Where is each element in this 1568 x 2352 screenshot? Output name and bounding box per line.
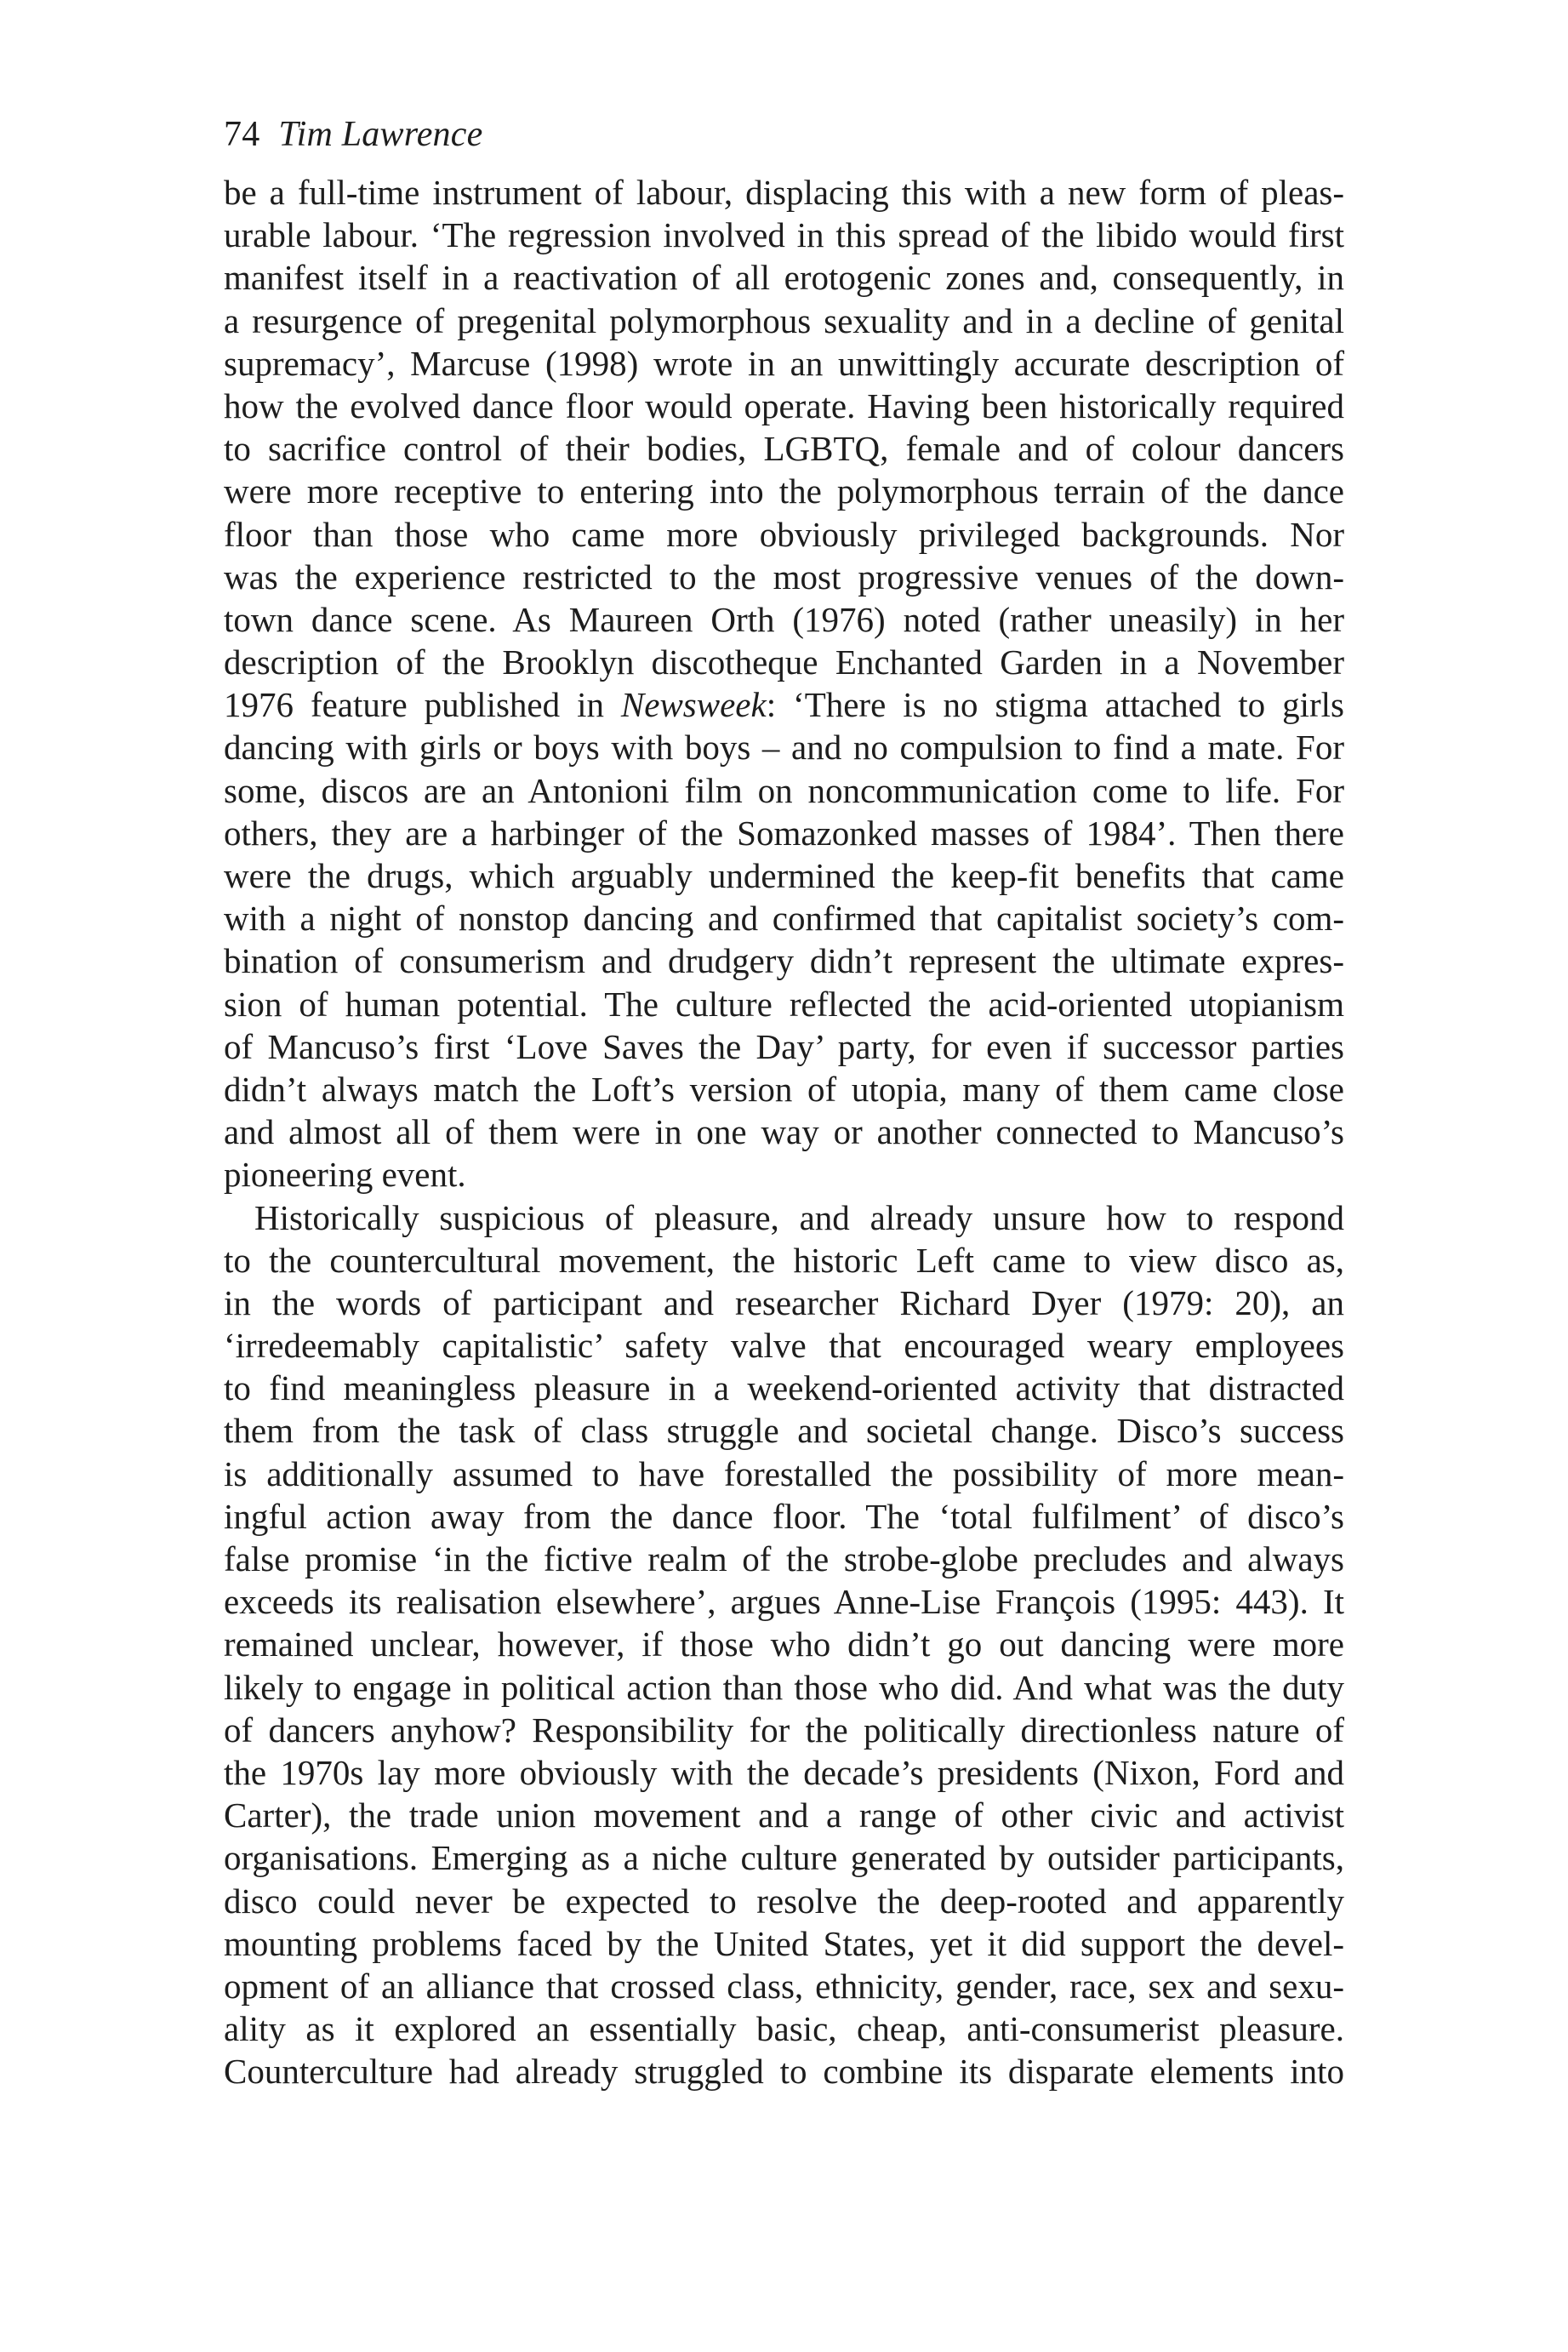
text-line (224, 1453, 1344, 1495)
text-line (224, 983, 1344, 1025)
text-run: exceeds its realisation elsewhere’, argues Anne-Lise François (1995: 443). It (224, 1582, 1344, 1622)
text-line (224, 2050, 1344, 2092)
text-line (224, 1751, 1344, 1794)
text-line (224, 556, 1344, 598)
text-line (224, 1196, 1344, 1239)
text-run: organisations. Emerging as a niche culture generated by outsider participants, (224, 1838, 1344, 1878)
text-run: supremacy’, Marcuse (1998) wrote in an unwittingly accurate description of (224, 343, 1344, 383)
text-line (224, 939, 1344, 982)
text-line (224, 300, 1344, 342)
text-run: Counterculture had already struggled to combine its disparate elements into (224, 2052, 1344, 2092)
text-run: them from the task of class struggle and societal change. Disco’s success (224, 1411, 1344, 1451)
running-head-author: Tim Lawrence (278, 115, 483, 154)
text-run: opment of an alliance that crossed class, ethnicity, gender, race, sex and sexu- (224, 1966, 1344, 2006)
text-run: a resurgence of pregenital polymorphous sexuality and in a decline of genital (224, 300, 1344, 340)
text-line (224, 897, 1344, 939)
text-line (224, 1666, 1344, 1709)
text-run: others, they are a harbinger of the Somazonked masses of 1984’. Then there (224, 813, 1344, 853)
text-line (224, 1623, 1344, 1665)
text-line (224, 1282, 1344, 1324)
text-run: how the evolved dance floor would operate. Having been historically required (224, 385, 1344, 425)
text-line (224, 1367, 1344, 1409)
text-run: were the drugs, which arguably undermined the keep-fit benefits that came (224, 856, 1344, 895)
italic-run: Newsweek (620, 685, 767, 725)
text-run: is additionally assumed to have forestalled the possibility of more mean- (224, 1453, 1344, 1493)
text-run: didn’t always match the Loft’s version of utopia, many of them came close (224, 1069, 1344, 1109)
text-line (224, 1580, 1344, 1623)
page-number: 74 (224, 115, 260, 154)
text-run: town dance scene. As Maureen Orth (1976) noted (rather uneasily) in her (224, 599, 1344, 639)
text-line (224, 683, 1344, 726)
text-line (224, 256, 1344, 299)
text-run: the 1970s lay more obviously with the decade’s presidents (Nixon, Ford and (224, 1752, 1344, 1792)
text-run: disco could never be expected to resolve the deep-rooted and apparently (224, 1881, 1344, 1921)
text-run: dancing with girls or boys with boys – and no compulsion to find a mate. For (224, 728, 1344, 768)
running-head (224, 109, 482, 160)
text-run: manifest itself in a reactivation of all erotogenic zones and, consequently, in (224, 258, 1344, 298)
text-line (224, 171, 1344, 214)
text-line (224, 1110, 1344, 1153)
text-line (224, 1495, 1344, 1538)
paragraph (224, 1196, 1344, 2093)
text-run: in the words of participant and researcher Richard Dyer (1979: 20), an (224, 1282, 1344, 1322)
text-line (224, 1025, 1344, 1068)
text-line (224, 427, 1344, 470)
paragraph (224, 171, 1344, 1196)
text-run: mounting problems faced by the United States, yet it did support the devel- (224, 1923, 1344, 1963)
text-line (224, 726, 1344, 768)
text-run: ‘irredeemably capitalistic’ safety valve that encouraged weary employees (224, 1326, 1344, 1366)
text-line (224, 2007, 1344, 2050)
text-line (224, 1153, 1344, 1196)
text-line (224, 769, 1344, 812)
text-line (224, 342, 1344, 385)
text-line (224, 1965, 1344, 2007)
text-line (224, 812, 1344, 854)
text-line (224, 385, 1344, 427)
text-run: floor than those who came more obviously privileged backgrounds. Nor (224, 514, 1344, 554)
text-run: bination of consumerism and drudgery didn’t represent the ultimate expres- (224, 941, 1344, 981)
text-run: likely to engage in political action than those who did. And what was the duty (224, 1667, 1344, 1707)
text-line (224, 1324, 1344, 1367)
text-line (224, 1880, 1344, 1922)
text-run: ality as it explored an essentially basic, cheap, anti-consumerist pleasure. (224, 2009, 1344, 2049)
text-run: to the countercultural movement, the historic Left came to view disco as, (224, 1240, 1344, 1280)
text-line (224, 1922, 1344, 1965)
text-line (224, 641, 1344, 683)
text-run: : ‘There is no stigma attached to girls (766, 685, 1344, 725)
text-line (224, 1794, 1344, 1836)
text-run: and almost all of them were in one way or another connected to Mancuso’s (224, 1112, 1344, 1152)
text-run: of dancers anyhow? Responsibility for the politically directionless nature of (224, 1710, 1344, 1750)
text-run: be a full-time instrument of labour, displacing this with a new form of pleas- (224, 173, 1344, 212)
text-run: with a night of nonstop dancing and confirmed that capitalist society’s com- (224, 899, 1344, 939)
text-line (224, 1836, 1344, 1879)
text-run: to find meaningless pleasure in a weekend-oriented activity that distracted (224, 1368, 1344, 1408)
text-line (224, 214, 1344, 256)
text-line (224, 598, 1344, 641)
text-run: pioneering event. (224, 1155, 466, 1195)
text-line (224, 1239, 1344, 1282)
text-line (224, 854, 1344, 897)
text-line (224, 1538, 1344, 1580)
text-run: was the experience restricted to the most progressive venues of the down- (224, 557, 1344, 597)
text-run: of Mancuso’s first ‘Love Saves the Day’ party, for even if successor parties (224, 1026, 1344, 1066)
text-run: Historically suspicious of pleasure, and already unsure how to respond (254, 1197, 1344, 1237)
text-run: to sacrifice control of their bodies, LGBTQ, female and of colour dancers (224, 429, 1344, 469)
text-run: false promise ‘in the fictive realm of the strobe-globe precludes and always (224, 1539, 1344, 1578)
text-run: urable labour. ‘The regression involved in this spread of the libido would first (224, 215, 1344, 255)
text-run: were more receptive to entering into the polymorphous terrain of the dance (224, 471, 1344, 511)
text-line (224, 470, 1344, 512)
text-line (224, 1409, 1344, 1452)
text-line (224, 1709, 1344, 1751)
text-run: description of the Brooklyn discotheque Enchanted Garden in a November (224, 642, 1344, 682)
text-run: ingful action away from the dance floor. The ‘total fulfilment’ of disco’s (224, 1496, 1344, 1536)
body-text (224, 171, 1344, 2092)
text-line (224, 1068, 1344, 1110)
text-line (224, 513, 1344, 556)
text-run: sion of human potential. The culture reflected the acid-oriented utopianism (224, 984, 1344, 1024)
text-run: Carter), the trade union movement and a range of other civic and activist (224, 1795, 1344, 1835)
text-run: remained unclear, however, if those who didn’t go out dancing were more (224, 1624, 1344, 1664)
text-run: 1976 feature published in (224, 685, 621, 725)
text-run: some, discos are an Antonioni film on noncommunication come to life. For (224, 770, 1344, 810)
